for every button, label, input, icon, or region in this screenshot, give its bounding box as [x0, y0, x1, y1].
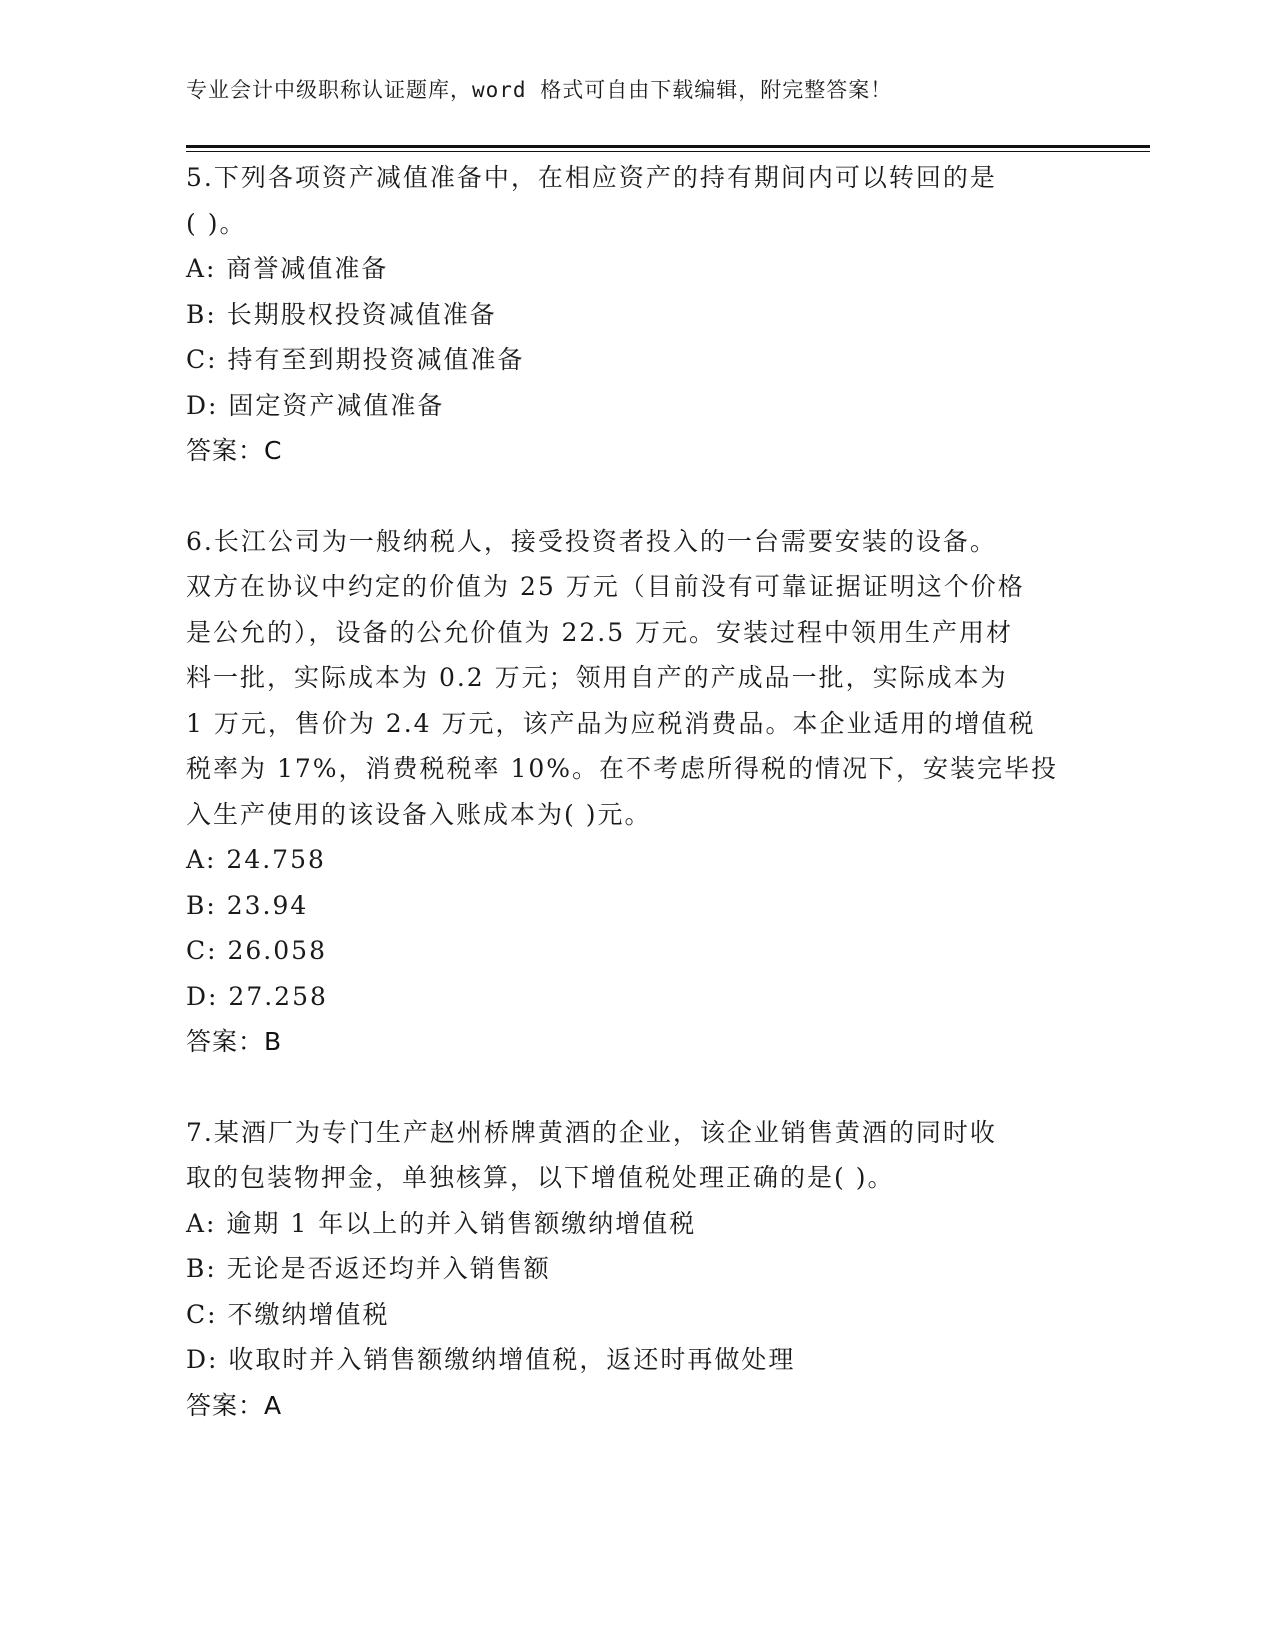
option-d: D: 27.258 [186, 981, 328, 1011]
option-a: A: 24.758 [186, 845, 326, 874]
option-a: A: 逾期 1 年以上的并入销售额缴纳增值税 [186, 1208, 697, 1238]
question-stem: 5.下列各项资产减值准备中，在相应资产的持有期间内可以转回的是 [186, 163, 997, 192]
question-stem: 6.长江公司为一般纳税人，接受投资者投入的一台需要安装的设备。 [186, 526, 997, 556]
question-item [186, 1110, 1086, 1429]
question-item [186, 155, 1086, 474]
answer-label: 答案：B [186, 1027, 283, 1056]
option-a: A: 商誉减值准备 [186, 254, 389, 283]
option-b: B: 无论是否返还均并入销售额 [186, 1254, 551, 1283]
answer-label: 答案：C [186, 436, 283, 465]
option-c: C: 不缴纳增值税 [186, 1299, 390, 1329]
question-item [186, 519, 1086, 1065]
option-c: C: 持有至到期投资减值准备 [186, 345, 525, 374]
option-c: C: 26.058 [186, 936, 327, 965]
option-d: D: 收取时并入销售额缴纳增值税，返还时再做处理 [186, 1345, 796, 1374]
option-d: D: 固定资产减值准备 [186, 390, 445, 420]
question-stem: 1 万元，售价为 2.4 万元，该产品为应税消费品。本企业适用的增值税 [186, 708, 1036, 738]
page-header: 专业会计中级职称认证题库，word 格式可自由下载编辑，附完整答案！ [186, 78, 893, 102]
question-stem: ( )。 [186, 208, 247, 238]
header-divider-thick [186, 145, 1150, 148]
question-stem: 入生产使用的该设备入账成本为( )元。 [186, 799, 652, 829]
header-divider-thin [186, 151, 1150, 152]
question-stem: 取的包装物押金，单独核算，以下增值税处理正确的是( )。 [186, 1163, 895, 1192]
answer-label: 答案：A [186, 1390, 283, 1420]
option-b: B: 23.94 [186, 890, 309, 920]
question-list [186, 155, 1086, 1473]
question-stem: 双方在协议中约定的价值为 25 万元（目前没有可靠证据证明这个价格 [186, 572, 1025, 601]
option-b: B: 长期股权投资减值准备 [186, 299, 497, 329]
question-stem: 7.某酒厂为专门生产赵州桥牌黄酒的企业，该企业销售黄酒的同时收 [186, 1117, 997, 1147]
question-stem: 料一批，实际成本为 0.2 万元；领用自产的产成品一批，实际成本为 [186, 663, 1008, 692]
question-stem: 是公允的），设备的公允价值为 22.5 万元。安装过程中领用生产用材 [186, 617, 1014, 647]
question-stem: 税率为 17%，消费税税率 10%。在不考虑所得税的情况下，安装完毕投 [186, 754, 1059, 783]
